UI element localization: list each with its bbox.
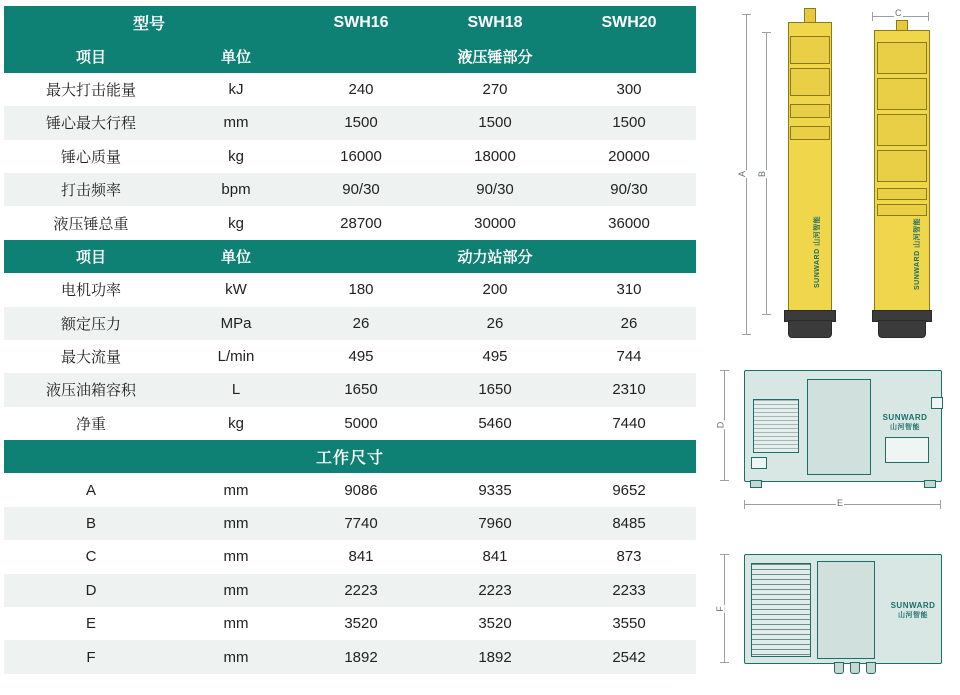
row-item: A (4, 473, 178, 506)
row-unit: kg (178, 206, 294, 239)
hammer-front-view (782, 8, 836, 338)
hammer-segment (877, 114, 927, 146)
table-header-row (4, 6, 696, 39)
dim-f-label: F (714, 606, 725, 612)
row-value-2: 1500 (428, 106, 562, 139)
row-item: 打击频率 (4, 173, 178, 206)
side-door-panel (817, 561, 875, 659)
row-item: 最大打击能量 (4, 73, 178, 106)
model-col-3: SWH20 (562, 6, 696, 39)
hammer-segment (877, 188, 927, 200)
row-unit: kg (178, 407, 294, 440)
table-row (4, 273, 696, 306)
row-value-1: 9086 (294, 473, 428, 506)
row-value-3: 744 (562, 340, 696, 373)
row-value-3: 310 (562, 273, 696, 306)
row-value-1: 240 (294, 73, 428, 106)
dim-f-tick-top (720, 554, 729, 555)
row-item: 锤心质量 (4, 140, 178, 173)
row-value-1: 1892 (294, 640, 428, 673)
row-item: 电机功率 (4, 273, 178, 306)
brand-logo-en: SUNWARD (890, 601, 936, 610)
hammer-brand-text: SUNWARD 山河智能 (914, 217, 921, 290)
table-row (4, 540, 696, 573)
section-2-title: 动力站部分 (294, 240, 696, 273)
base-foot (750, 480, 762, 488)
row-unit: mm (178, 640, 294, 673)
table-row (4, 507, 696, 540)
row-value-2: 200 (428, 273, 562, 306)
hammer-shoe (878, 320, 926, 338)
row-value-1: 180 (294, 273, 428, 306)
row-value-2: 1892 (428, 640, 562, 673)
row-value-2: 18000 (428, 140, 562, 173)
hammer-segment (877, 204, 927, 216)
table-row (4, 407, 696, 440)
table-row (4, 307, 696, 340)
brand-logo-en: SUNWARD (882, 413, 928, 422)
dim-b-tick-bottom (762, 314, 771, 315)
row-value-3: 873 (562, 540, 696, 573)
row-item: E (4, 607, 178, 640)
row-item: 额定压力 (4, 307, 178, 340)
row-value-2: 3520 (428, 607, 562, 640)
row-value-2: 841 (428, 540, 562, 573)
radiator-grill (753, 399, 799, 453)
row-value-3: 2233 (562, 574, 696, 607)
corner-fitting (931, 397, 943, 409)
row-value-1: 16000 (294, 140, 428, 173)
dimensions-band (4, 440, 696, 473)
table-row (4, 607, 696, 640)
dim-e-tick-left (744, 500, 745, 509)
section-1-title: 液压锤部分 (294, 39, 696, 72)
row-value-3: 8485 (562, 507, 696, 540)
row-value-2: 7960 (428, 507, 562, 540)
control-panel (885, 437, 929, 463)
power-station-front-drawing (714, 358, 952, 523)
table-row (4, 206, 696, 239)
row-value-3: 3550 (562, 607, 696, 640)
row-value-3: 9652 (562, 473, 696, 506)
dim-c-label: C (895, 8, 902, 18)
hammer-segment (877, 42, 927, 74)
hammer-body (788, 22, 832, 314)
row-value-3: 1500 (562, 106, 696, 139)
dim-d-tick-bottom (720, 480, 729, 481)
row-value-3: 20000 (562, 140, 696, 173)
brand-logo-cn: 山河智能 (898, 612, 928, 619)
power-station-body (744, 370, 942, 482)
col-item-label: 项目 (4, 240, 178, 273)
table-row (4, 640, 696, 673)
section-2-subheader (4, 240, 696, 273)
col-unit-label: 单位 (178, 39, 294, 72)
table-row (4, 340, 696, 373)
hammer-segment (790, 36, 830, 64)
dim-a-tick-top (742, 14, 751, 15)
power-station-side-body (744, 554, 942, 664)
row-value-1: 1500 (294, 106, 428, 139)
dim-a-tick-bottom (742, 334, 751, 335)
center-door-panel (807, 379, 871, 475)
row-value-1: 90/30 (294, 173, 428, 206)
row-unit: kJ (178, 73, 294, 106)
row-value-1: 28700 (294, 206, 428, 239)
brand-logo-cn: 山河智能 (890, 424, 920, 431)
row-unit: L/min (178, 340, 294, 373)
row-unit: mm (178, 574, 294, 607)
table-row (4, 173, 696, 206)
row-value-3: 2310 (562, 373, 696, 406)
dim-b-label: B (757, 170, 768, 178)
table-row (4, 140, 696, 173)
row-value-1: 495 (294, 340, 428, 373)
dim-d-label: D (715, 421, 726, 429)
hammer-drawing (708, 4, 958, 344)
row-value-3: 2542 (562, 640, 696, 673)
technical-drawings (700, 0, 960, 695)
dim-f-tick-bottom (720, 662, 729, 663)
power-station-side-drawing (714, 540, 952, 690)
row-unit: bpm (178, 173, 294, 206)
hammer-side-view (872, 20, 930, 338)
table-row (4, 373, 696, 406)
row-item: D (4, 574, 178, 607)
section-1-subheader (4, 39, 696, 72)
col-item-label: 项目 (4, 39, 178, 72)
hammer-brand-text: SUNWARD 山河智能 (814, 215, 821, 288)
row-unit: L (178, 373, 294, 406)
hammer-segment (790, 126, 830, 140)
row-value-2: 270 (428, 73, 562, 106)
row-value-1: 26 (294, 307, 428, 340)
side-access-panel (751, 457, 767, 469)
row-value-1: 3520 (294, 607, 428, 640)
dim-d-tick-top (720, 370, 729, 371)
dim-b-tick-top (762, 32, 771, 33)
table-row (4, 73, 696, 106)
row-value-2: 495 (428, 340, 562, 373)
base-foot (834, 662, 844, 674)
row-item: 最大流量 (4, 340, 178, 373)
row-item: 锤心最大行程 (4, 106, 178, 139)
row-item: F (4, 640, 178, 673)
row-unit: mm (178, 540, 294, 573)
hammer-segment (877, 78, 927, 110)
model-col-2: SWH18 (428, 6, 562, 39)
hammer-segment (790, 104, 830, 118)
dim-e-label: E (837, 498, 844, 508)
row-item: C (4, 540, 178, 573)
table-row (4, 574, 696, 607)
row-unit: kg (178, 140, 294, 173)
table-row (4, 106, 696, 139)
model-col-1: SWH16 (294, 6, 428, 39)
row-item: B (4, 507, 178, 540)
specifications-table (4, 6, 696, 674)
row-value-2: 2223 (428, 574, 562, 607)
row-unit: mm (178, 473, 294, 506)
dimensions-title: 工作尺寸 (4, 440, 696, 473)
row-value-2: 1650 (428, 373, 562, 406)
row-item: 液压油箱容积 (4, 373, 178, 406)
row-unit: mm (178, 607, 294, 640)
row-value-3: 90/30 (562, 173, 696, 206)
row-value-1: 2223 (294, 574, 428, 607)
table-row (4, 473, 696, 506)
row-value-1: 5000 (294, 407, 428, 440)
row-item: 净重 (4, 407, 178, 440)
hammer-shoe (788, 320, 832, 338)
dim-e-tick-right (940, 500, 941, 509)
hammer-segment (790, 68, 830, 96)
row-value-2: 26 (428, 307, 562, 340)
row-value-3: 36000 (562, 206, 696, 239)
row-unit: mm (178, 106, 294, 139)
row-value-2: 5460 (428, 407, 562, 440)
model-label: 型号 (4, 6, 294, 39)
row-value-1: 1650 (294, 373, 428, 406)
row-unit: mm (178, 507, 294, 540)
row-item: 液压锤总重 (4, 206, 178, 239)
row-value-3: 7440 (562, 407, 696, 440)
row-value-1: 841 (294, 540, 428, 573)
hammer-segment (877, 150, 927, 182)
row-value-2: 30000 (428, 206, 562, 239)
row-unit: kW (178, 273, 294, 306)
col-unit-label: 单位 (178, 240, 294, 273)
base-foot (850, 662, 860, 674)
row-value-3: 26 (562, 307, 696, 340)
base-foot (866, 662, 876, 674)
row-value-1: 7740 (294, 507, 428, 540)
mesh-guard (751, 563, 811, 657)
row-value-2: 90/30 (428, 173, 562, 206)
row-value-2: 9335 (428, 473, 562, 506)
dim-a-label: A (737, 170, 748, 178)
row-value-3: 300 (562, 73, 696, 106)
base-foot (924, 480, 936, 488)
row-unit: MPa (178, 307, 294, 340)
